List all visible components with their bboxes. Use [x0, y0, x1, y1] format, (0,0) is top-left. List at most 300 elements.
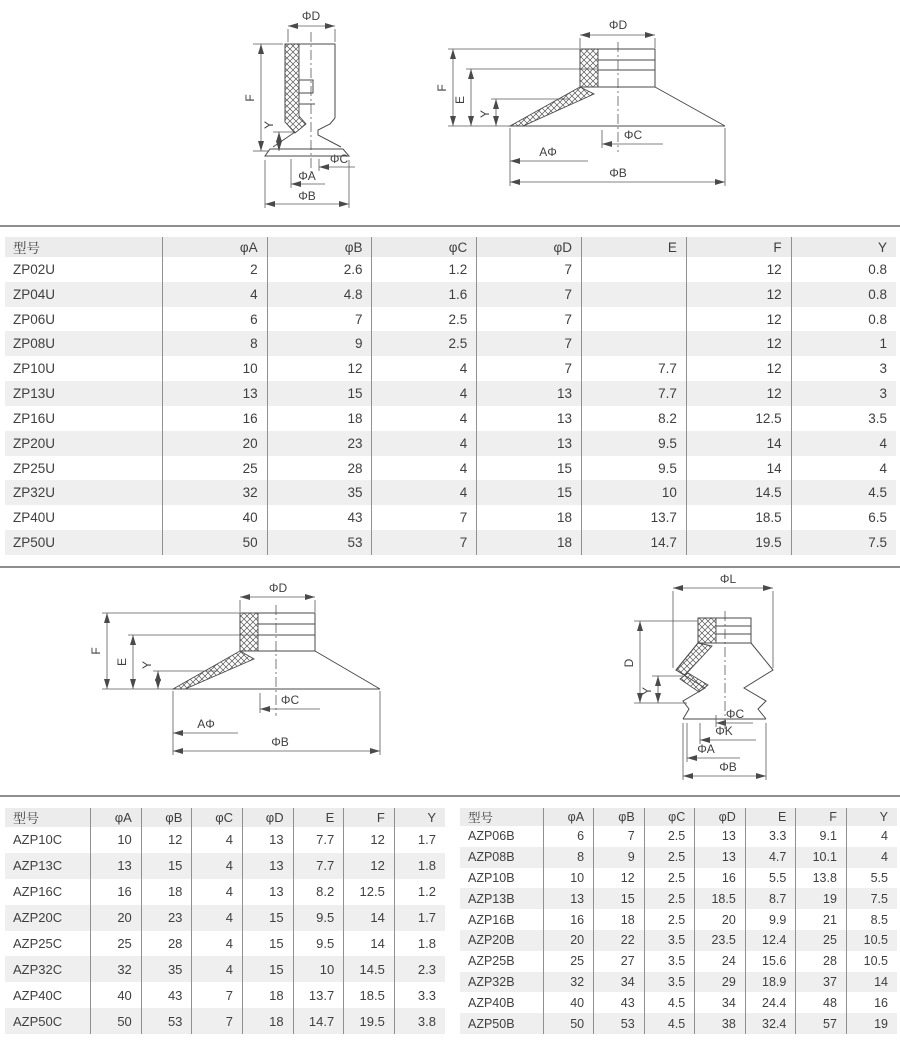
value-cell: 22 — [594, 930, 645, 951]
value-cell: 2.5 — [644, 847, 695, 868]
model-cell: AZP50B — [468, 1016, 515, 1031]
value-cell: 23.5 — [695, 930, 746, 951]
column-header: φA — [543, 808, 594, 826]
value-cell: 7.5 — [791, 530, 896, 555]
value-cell: 15 — [243, 931, 294, 957]
value-cell: 13 — [477, 431, 582, 456]
value-cell: 9.5 — [582, 456, 687, 481]
model-cell: ZP08U — [13, 336, 56, 352]
value-cell: 53 — [594, 1013, 645, 1034]
value-cell: 13 — [695, 826, 746, 847]
table-row — [5, 257, 896, 282]
dim-label-dd: D — [622, 658, 636, 668]
value-cell: 3.8 — [394, 1008, 445, 1034]
value-cell: 13 — [162, 381, 267, 406]
table-row — [460, 972, 897, 993]
value-cell — [582, 257, 687, 282]
value-cell: 7 — [477, 282, 582, 307]
value-cell: 12 — [686, 331, 791, 356]
table-row — [5, 456, 896, 481]
value-cell: 19 — [796, 888, 847, 909]
value-cell: 13 — [477, 406, 582, 431]
value-cell: 13 — [543, 888, 594, 909]
value-cell: 18 — [477, 530, 582, 555]
value-cell: 1.8 — [394, 853, 445, 879]
value-cell: 24.4 — [745, 992, 796, 1013]
value-cell: 12 — [686, 381, 791, 406]
value-cell: 38 — [695, 1013, 746, 1034]
model-cell: ZP06U — [13, 311, 56, 327]
table-row — [5, 879, 445, 905]
value-cell: 14 — [686, 431, 791, 456]
value-cell: 15 — [243, 905, 294, 931]
value-cell: 5.5 — [745, 868, 796, 889]
table-row — [5, 982, 445, 1008]
value-cell: 20 — [162, 431, 267, 456]
value-cell: 48 — [796, 992, 847, 1013]
column-header: φB — [594, 808, 645, 826]
value-cell: 3 — [791, 381, 896, 406]
column-header: 型号 — [13, 241, 40, 256]
value-cell: 7 — [192, 982, 243, 1008]
value-cell: 4 — [372, 406, 477, 431]
value-cell: 1.7 — [394, 827, 445, 853]
value-cell: 43 — [267, 505, 372, 530]
value-cell: 9 — [594, 847, 645, 868]
dim-label-e: E — [453, 95, 467, 105]
value-cell: 14.5 — [686, 480, 791, 505]
model-cell: AZP10B — [468, 870, 515, 885]
value-cell: 0.8 — [791, 282, 896, 307]
value-cell: 18 — [594, 909, 645, 930]
value-cell: 28 — [141, 931, 192, 957]
column-header: E — [293, 808, 344, 827]
value-cell: 10 — [582, 480, 687, 505]
value-cell: 50 — [91, 1008, 142, 1034]
value-cell: 0.8 — [791, 257, 896, 282]
value-cell: 2.6 — [267, 257, 372, 282]
cup-outline — [173, 605, 380, 716]
table-row — [460, 1013, 897, 1034]
value-cell: 8.2 — [293, 879, 344, 905]
value-cell: 15 — [243, 956, 294, 982]
model-cell: AZP16C — [13, 884, 63, 900]
value-cell: 14 — [846, 972, 897, 993]
value-cell: 25 — [543, 951, 594, 972]
value-cell: 40 — [543, 992, 594, 1013]
value-cell: 8.5 — [846, 909, 897, 930]
azpc-dimension-table — [5, 808, 445, 1034]
cup-outline — [676, 611, 773, 730]
value-cell: 4 — [192, 827, 243, 853]
value-cell: 7 — [192, 1008, 243, 1034]
value-cell: 6.5 — [791, 505, 896, 530]
model-cell: AZP16B — [468, 912, 515, 927]
value-cell: 24 — [695, 951, 746, 972]
value-cell: 50 — [543, 1013, 594, 1034]
value-cell: 57 — [796, 1013, 847, 1034]
table-row — [460, 847, 897, 868]
column-header: φA — [162, 237, 267, 257]
model-cell: AZP20C — [13, 910, 63, 926]
model-cell: ZP10U — [13, 361, 56, 377]
value-cell: 43 — [594, 992, 645, 1013]
dim-label-a: ΦA — [298, 169, 316, 183]
column-header: Y — [394, 808, 445, 827]
value-cell: 18 — [267, 406, 372, 431]
model-cell: ZP13U — [13, 386, 56, 402]
dim-label-d: ΦD — [608, 18, 628, 32]
value-cell: 40 — [91, 982, 142, 1008]
value-cell: 8.2 — [582, 406, 687, 431]
table-row — [460, 826, 897, 847]
value-cell: 4.8 — [267, 282, 372, 307]
value-cell: 3.5 — [644, 951, 695, 972]
value-cell: 9.1 — [796, 826, 847, 847]
table-row — [460, 992, 897, 1013]
value-cell: 35 — [141, 956, 192, 982]
value-cell: 7.7 — [293, 827, 344, 853]
value-cell: 7 — [372, 530, 477, 555]
column-header: φB — [141, 808, 192, 827]
model-cell: AZP10C — [13, 832, 63, 848]
dim-label-y: Y — [640, 686, 654, 696]
dimension-lines — [622, 573, 773, 780]
value-cell: 50 — [162, 530, 267, 555]
value-cell: 10 — [91, 827, 142, 853]
value-cell: 6 — [162, 307, 267, 332]
model-cell: AZP06B — [468, 829, 515, 844]
value-cell: 4.5 — [644, 992, 695, 1013]
value-cell: 20 — [91, 905, 142, 931]
flat-cup-diagram-large — [58, 583, 453, 793]
value-cell: 32 — [543, 972, 594, 993]
model-cell: AZP25B — [468, 954, 515, 969]
value-cell: 12 — [344, 853, 395, 879]
value-cell: 4 — [846, 847, 897, 868]
flat-cup-diagram-small — [428, 12, 763, 208]
value-cell: 1.7 — [394, 905, 445, 931]
value-cell: 4 — [791, 456, 896, 481]
model-cell: ZP04U — [13, 286, 56, 302]
value-cell: 4 — [192, 956, 243, 982]
value-cell: 16 — [543, 909, 594, 930]
value-cell: 15 — [594, 888, 645, 909]
dimension-lines — [89, 583, 380, 755]
column-header: E — [582, 237, 687, 257]
column-header: Y — [846, 808, 897, 826]
value-cell: 7 — [477, 307, 582, 332]
value-cell: 13 — [243, 879, 294, 905]
value-cell: 43 — [141, 982, 192, 1008]
model-cell: AZP40C — [13, 987, 63, 1003]
value-cell: 20 — [543, 930, 594, 951]
dim-label-f: F — [435, 84, 449, 92]
value-cell: 18 — [477, 505, 582, 530]
table-row — [5, 505, 896, 530]
value-cell: 4.5 — [644, 1013, 695, 1034]
value-cell: 8 — [543, 847, 594, 868]
value-cell: 4 — [372, 381, 477, 406]
table-row — [460, 909, 897, 930]
value-cell: 14.7 — [293, 1008, 344, 1034]
value-cell: 7.5 — [846, 888, 897, 909]
value-cell: 7 — [267, 307, 372, 332]
value-cell: 15 — [267, 381, 372, 406]
value-cell: 12 — [686, 257, 791, 282]
value-cell — [582, 282, 687, 307]
value-cell: 7.7 — [582, 356, 687, 381]
value-cell: 12 — [344, 827, 395, 853]
value-cell: 2.5 — [372, 331, 477, 356]
value-cell: 2.3 — [394, 956, 445, 982]
column-header: φC — [644, 808, 695, 826]
value-cell: 2.5 — [644, 826, 695, 847]
value-cell: 1.2 — [372, 257, 477, 282]
value-cell: 6 — [543, 826, 594, 847]
value-cell: 4 — [372, 431, 477, 456]
dim-label-c: ΦC — [725, 707, 745, 721]
value-cell: 14 — [686, 456, 791, 481]
column-header: φB — [267, 237, 372, 257]
value-cell: 10.5 — [846, 951, 897, 972]
column-header: φC — [372, 237, 477, 257]
section-divider — [0, 566, 900, 568]
u-type-cup-diagram — [203, 4, 431, 218]
model-cell: AZP25C — [13, 935, 63, 951]
column-header: φD — [243, 808, 294, 827]
table-row — [5, 827, 445, 853]
value-cell: 14.5 — [344, 956, 395, 982]
value-cell: 25 — [796, 930, 847, 951]
value-cell: 13.7 — [293, 982, 344, 1008]
dim-label-l: ΦL — [719, 573, 737, 586]
value-cell: 13.8 — [796, 868, 847, 889]
section-divider — [0, 795, 900, 797]
azpb-dimension-table — [460, 808, 897, 1034]
model-cell: AZP50C — [13, 1013, 63, 1029]
dim-label-b: ΦB — [271, 735, 289, 749]
value-cell: 15 — [477, 480, 582, 505]
model-cell: AZP13C — [13, 858, 63, 874]
value-cell: 2 — [162, 257, 267, 282]
value-cell: 4 — [162, 282, 267, 307]
table-row — [460, 951, 897, 972]
model-cell: ZP16U — [13, 410, 56, 426]
header-row — [460, 808, 897, 826]
value-cell: 12 — [267, 356, 372, 381]
column-header: 型号 — [13, 811, 40, 826]
model-cell: AZP08B — [468, 850, 515, 865]
table-row — [5, 931, 445, 957]
value-cell: 4.7 — [745, 847, 796, 868]
value-cell: 15 — [141, 853, 192, 879]
value-cell: 18 — [243, 982, 294, 1008]
value-cell: 53 — [141, 1008, 192, 1034]
table-row — [5, 1008, 445, 1034]
model-cell: AZP32B — [468, 974, 515, 989]
model-cell: ZP40U — [13, 510, 56, 526]
value-cell: 10.5 — [846, 930, 897, 951]
value-cell: 12.4 — [745, 930, 796, 951]
dim-label-e: E — [115, 657, 129, 667]
value-cell: 2.5 — [644, 868, 695, 889]
value-cell: 13 — [243, 827, 294, 853]
value-cell: 1.2 — [394, 879, 445, 905]
model-cell: ZP50U — [13, 535, 56, 551]
dim-label-b: ΦB — [298, 189, 316, 203]
value-cell: 32 — [91, 956, 142, 982]
value-cell: 12.5 — [344, 879, 395, 905]
value-cell: 29 — [695, 972, 746, 993]
header-row — [5, 808, 445, 827]
value-cell: 2.5 — [644, 888, 695, 909]
value-cell: 1.8 — [394, 931, 445, 957]
dim-label-k: ΦK — [715, 724, 733, 738]
table-row — [5, 480, 896, 505]
value-cell: 10 — [543, 868, 594, 889]
cup-outline — [265, 32, 349, 172]
value-cell: 12 — [141, 827, 192, 853]
value-cell: 12 — [594, 868, 645, 889]
bellows-cup-diagram — [588, 573, 843, 795]
table-row — [5, 406, 896, 431]
model-cell: ZP02U — [13, 261, 56, 277]
value-cell: 23 — [267, 431, 372, 456]
value-cell: 28 — [796, 951, 847, 972]
dim-label-a: AΦ — [197, 717, 215, 731]
value-cell: 9.9 — [745, 909, 796, 930]
value-cell: 3.5 — [644, 972, 695, 993]
value-cell: 23 — [141, 905, 192, 931]
dim-label-c: ΦC — [329, 152, 349, 166]
value-cell: 25 — [91, 931, 142, 957]
value-cell: 12 — [686, 282, 791, 307]
value-cell: 7 — [477, 257, 582, 282]
value-cell: 40 — [162, 505, 267, 530]
column-header: F — [344, 808, 395, 827]
value-cell: 14 — [344, 905, 395, 931]
dim-label-d: ΦD — [268, 583, 288, 595]
value-cell: 13 — [477, 381, 582, 406]
value-cell: 35 — [267, 480, 372, 505]
dim-label-c: ΦC — [280, 693, 300, 707]
column-header: φC — [192, 808, 243, 827]
value-cell: 16 — [846, 992, 897, 1013]
column-header: F — [686, 237, 791, 257]
value-cell: 13 — [695, 847, 746, 868]
value-cell: 1 — [791, 331, 896, 356]
table-row — [460, 868, 897, 889]
value-cell: 5.5 — [846, 868, 897, 889]
value-cell — [582, 307, 687, 332]
dim-label-d: ΦD — [301, 9, 321, 23]
zpu-dimension-table — [5, 237, 896, 555]
column-header: Y — [791, 237, 896, 257]
value-cell: 16 — [162, 406, 267, 431]
table-row — [5, 956, 445, 982]
value-cell: 4 — [372, 456, 477, 481]
value-cell: 14 — [344, 931, 395, 957]
value-cell: 3.5 — [791, 406, 896, 431]
value-cell: 25 — [162, 456, 267, 481]
value-cell: 9.5 — [293, 931, 344, 957]
dim-label-b: ΦB — [609, 166, 627, 180]
value-cell: 21 — [796, 909, 847, 930]
table-row — [5, 356, 896, 381]
table-row — [5, 853, 445, 879]
value-cell: 2.5 — [644, 909, 695, 930]
value-cell: 18.5 — [695, 888, 746, 909]
value-cell: 3.5 — [644, 930, 695, 951]
value-cell: 18.5 — [686, 505, 791, 530]
value-cell: 4 — [192, 853, 243, 879]
value-cell: 4 — [192, 931, 243, 957]
value-cell: 32.4 — [745, 1013, 796, 1034]
model-cell: AZP32C — [13, 961, 63, 977]
model-cell: ZP32U — [13, 485, 56, 501]
model-cell: AZP13B — [468, 891, 515, 906]
value-cell: 28 — [267, 456, 372, 481]
value-cell: 37 — [796, 972, 847, 993]
value-cell: 13 — [91, 853, 142, 879]
value-cell: 7 — [372, 505, 477, 530]
value-cell: 16 — [91, 879, 142, 905]
value-cell: 4 — [846, 826, 897, 847]
table-row — [5, 431, 896, 456]
value-cell: 10 — [162, 356, 267, 381]
table-row — [5, 905, 445, 931]
column-header: E — [745, 808, 796, 826]
value-cell: 12 — [686, 356, 791, 381]
value-cell: 18.5 — [344, 982, 395, 1008]
value-cell: 9.5 — [293, 905, 344, 931]
value-cell: 4 — [791, 431, 896, 456]
value-cell: 19 — [846, 1013, 897, 1034]
value-cell: 3.3 — [745, 826, 796, 847]
dim-label-f: F — [243, 94, 257, 102]
value-cell: 4 — [192, 879, 243, 905]
table-row — [460, 930, 897, 951]
table-row — [5, 331, 896, 356]
value-cell: 18.9 — [745, 972, 796, 993]
value-cell: 12 — [686, 307, 791, 332]
value-cell: 27 — [594, 951, 645, 972]
value-cell: 4 — [192, 905, 243, 931]
dim-label-y: Y — [262, 120, 276, 130]
value-cell: 19.5 — [686, 530, 791, 555]
value-cell: 13.7 — [582, 505, 687, 530]
value-cell: 15.6 — [745, 951, 796, 972]
value-cell: 2.5 — [372, 307, 477, 332]
value-cell: 20 — [695, 909, 746, 930]
column-header: φD — [695, 808, 746, 826]
dim-label-f: F — [89, 647, 103, 655]
model-cell: ZP25U — [13, 460, 56, 476]
value-cell: 16 — [695, 868, 746, 889]
dim-label-a: ΦA — [697, 742, 715, 756]
value-cell: 1.6 — [372, 282, 477, 307]
column-header: 型号 — [468, 811, 494, 825]
value-cell: 7 — [594, 826, 645, 847]
dim-label-b: ΦB — [719, 760, 737, 774]
column-header: φD — [477, 237, 582, 257]
value-cell: 14.7 — [582, 530, 687, 555]
table-row — [460, 888, 897, 909]
table-row — [5, 381, 896, 406]
value-cell: 9 — [267, 331, 372, 356]
model-cell: AZP40B — [468, 995, 515, 1010]
